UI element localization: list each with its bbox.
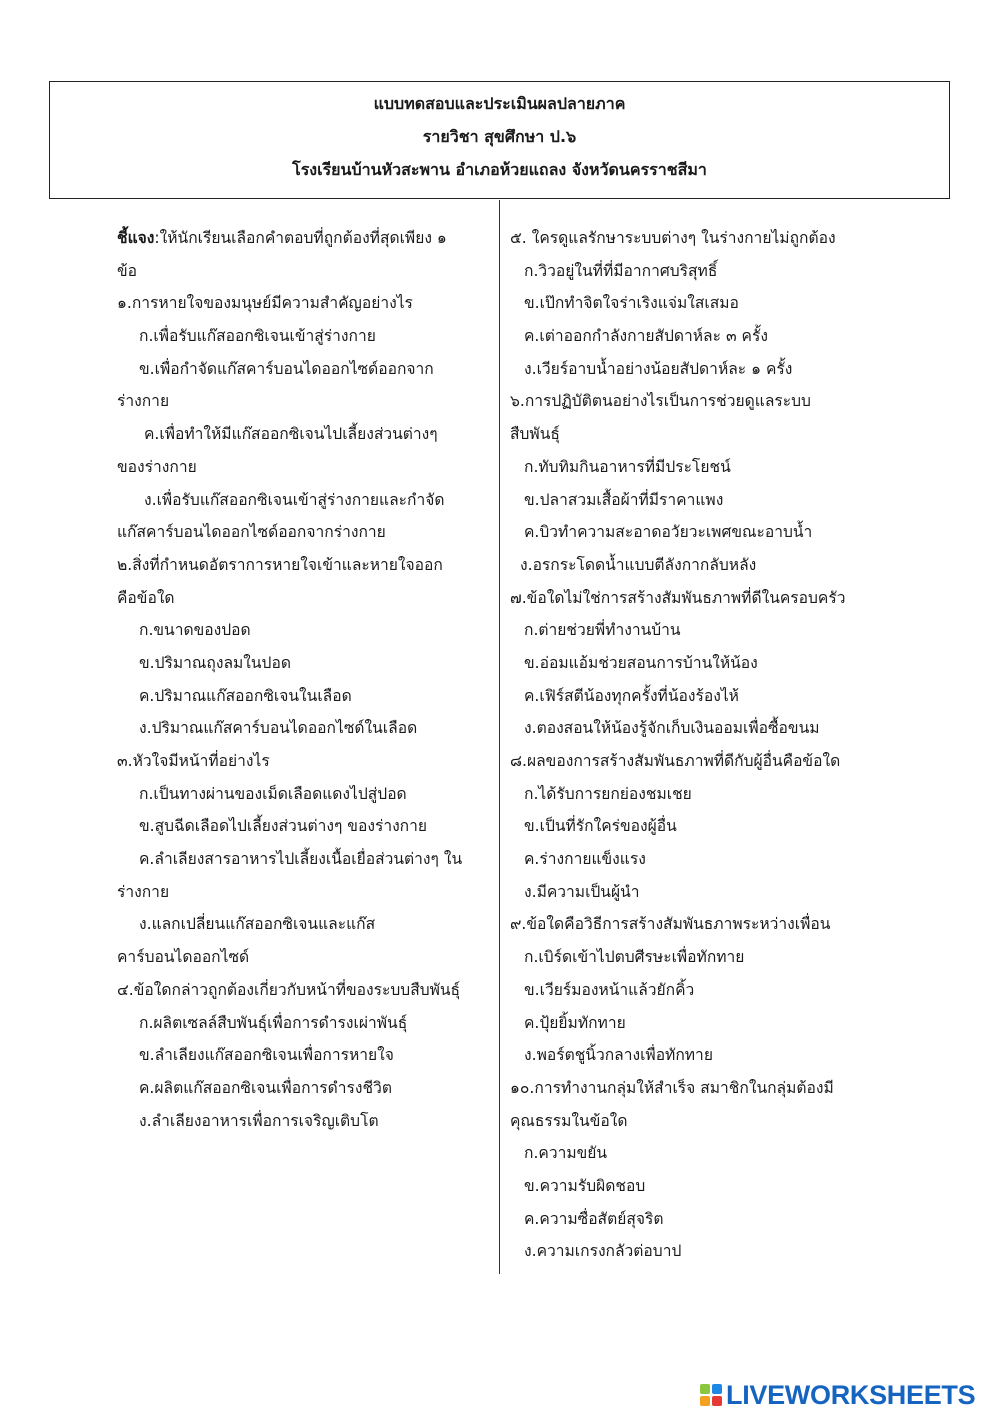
q1-choice-d-cont: แก๊สคาร์บอนไดออกไซด์ออกจากร่างกาย (117, 523, 386, 542)
q8-choice-a[interactable]: ก.ได้รับการยกย่องชมเชย (524, 784, 692, 803)
q6-choice-b[interactable]: ข.ปลาสวมเสื้อผ้าที่มีราคาแพง (524, 490, 724, 509)
column-divider (499, 200, 500, 1274)
question-10-cont: คุณธรรมในข้อใด (510, 1111, 628, 1130)
q2-choice-c[interactable]: ค.ปริมาณแก๊สออกซิเจนในเลือด (139, 686, 352, 705)
q7-choice-a[interactable]: ก.ต่ายช่วยพี่ทำงานบ้าน (524, 621, 681, 640)
question-6-cont: สืบพันธุ์ (510, 425, 560, 444)
question-6: ๖.การปฏิบัติตนอย่างไรเป็นการช่วยดูแลระบบ (510, 392, 811, 411)
liveworksheets-wordmark: LIVEWORKSHEETS (726, 1379, 976, 1410)
question-9: ๙.ข้อใดคือวิธีการสร้างสัมพันธภาพระหว่างเพื่อน (510, 915, 831, 934)
q7-choice-c[interactable]: ค.เฟิร์สตีน้องทุกครั้งที่น้องร้องไห้ (524, 686, 739, 705)
q6-choice-c[interactable]: ค.บิวทำความสะอาดอวัยวะเพศขณะอาบน้ำ (524, 523, 813, 542)
instruction-text: :ให้นักเรียนเลือกคำตอบที่ถูกต้องที่สุดเพียง ๑ (154, 229, 447, 247)
q4-choice-a[interactable]: ก.ผลิตเซลล์สืบพันธุ์เพื่อการดำรงเผ่าพันธุ์ (139, 1013, 408, 1032)
q1-choice-b-cont: ร่างกาย (117, 392, 170, 411)
q7-choice-d[interactable]: ง.ตองสอนให้น้องรู้จักเก็บเงินออมเพื่อซื้อขนม (524, 719, 820, 738)
q2-choice-b[interactable]: ข.ปริมาณถุงลมในปอด (139, 653, 291, 672)
q2-choice-a[interactable]: ก.ขนาดของปอด (139, 621, 251, 640)
q3-choice-d[interactable]: ง.แลกเปลี่ยนแก๊สออกซิเจนและแก๊ส (139, 915, 376, 934)
q8-choice-b[interactable]: ข.เป็นที่รักใคร่ของผู้อื่น (524, 817, 677, 836)
q5-choice-a[interactable]: ก.วิวอยู่ในที่ที่มีอากาศบริสุทธิ์ (524, 261, 718, 280)
q8-choice-c[interactable]: ค.ร่างกายแข็งแรง (524, 850, 646, 869)
q10-choice-b[interactable]: ข.ความรับผิดชอบ (524, 1176, 646, 1195)
instruction-line (117, 222, 492, 255)
q8-choice-d[interactable]: ง.มีความเป็นผู้นำ (524, 882, 640, 901)
q1-choice-b[interactable]: ข.เพื่อกำจัดแก๊สคาร์บอนไดออกไซด์ออกจาก (139, 359, 434, 378)
q3-choice-a[interactable]: ก.เป็นทางผ่านของเม็ดเลือดแดงไปสู่ปอด (139, 784, 407, 803)
q1-choice-d[interactable]: ง.เพื่อรับแก๊สออกซิเจนเข้าสู่ร่างกายและกำจัด (144, 490, 445, 509)
q4-choice-d[interactable]: ง.ลำเลียงอาหารเพื่อการเจริญเติบโต (139, 1111, 379, 1130)
subject-title: รายวิชา สุขศึกษา ป.๖ (422, 127, 577, 146)
q9-choice-a[interactable]: ก.เบิร์ดเข้าไปตบศีรษะเพื่อทักทาย (524, 948, 745, 967)
left-column (117, 222, 492, 1137)
q1-choice-c[interactable]: ค.เพื่อทำให้มีแก๊สออกซิเจนไปเลี้ยงส่วนต่างๆ (144, 425, 438, 444)
q9-choice-c[interactable]: ค.ปุ้ยยิ้มทักทาย (524, 1013, 626, 1032)
question-2: ๒.สิ่งที่กำหนดอัตราการหายใจเข้าและหายใจออก (117, 555, 443, 574)
question-4: ๔.ข้อใดกล่าวถูกต้องเกี่ยวกับหน้าที่ของระบบสืบพันธุ์ (117, 980, 461, 999)
q6-choice-a[interactable]: ก.ทับทิมกินอาหารที่มีประโยชน์ (524, 457, 731, 476)
q9-choice-d[interactable]: ง.พอร์ตชูนิ้วกลางเพื่อทักทาย (524, 1046, 713, 1065)
q7-choice-b[interactable]: ข.อ่อมแอ้มช่วยสอนการบ้านให้น้อง (524, 653, 758, 672)
question-2-cont: คือข้อใด (117, 588, 175, 607)
q5-choice-d[interactable]: ง.เวียร์อาบน้ำอย่างน้อยสัปดาห์ละ ๑ ครั้ง (524, 359, 793, 378)
q3-choice-d-cont: คาร์บอนไดออกไซด์ (117, 948, 250, 967)
q10-choice-d[interactable]: ง.ความเกรงกลัวต่อบาป (524, 1242, 682, 1261)
exam-title: แบบทดสอบและประเมินผลปลายภาค (373, 94, 626, 113)
question-7: ๗.ข้อใดไม่ใช่การสร้างสัมพันธภาพที่ดีในครอบครัว (510, 588, 846, 607)
q2-choice-d[interactable]: ง.ปริมาณแก๊สคาร์บอนไดออกไซด์ในเลือด (139, 719, 418, 738)
school-name: โรงเรียนบ้านหัวสะพาน อำเภอห้วยแถลง จังหวัดนครราชสีมา (292, 160, 707, 179)
q1-choice-a[interactable]: ก.เพื่อรับแก๊สออกซิเจนเข้าสู่ร่างกาย (139, 327, 376, 346)
liveworksheets-logo-icon (700, 1384, 722, 1406)
right-column (510, 222, 950, 1268)
q9-choice-b[interactable]: ข.เวียร์มองหน้าแล้วยักคิ้ว (524, 980, 695, 999)
q6-choice-d[interactable]: ง.อรกระโดดน้ำแบบตีลังกากลับหลัง (520, 555, 757, 574)
question-3: ๓.หัวใจมีหน้าที่อย่างไร (117, 752, 270, 770)
q5-choice-b[interactable]: ข.เป๊กทำจิตใจร่าเริงแจ่มใสเสมอ (524, 294, 739, 313)
q10-choice-a[interactable]: ก.ความขยัน (524, 1144, 608, 1163)
liveworksheets-watermark (700, 1377, 975, 1413)
q5-choice-c[interactable]: ค.เต่าออกกำลังกายสัปดาห์ละ ๓ ครั้ง (524, 327, 768, 346)
question-5: ๕. ใครดูแลรักษาระบบต่างๆ ในร่างกายไม่ถูกต้อง (510, 229, 836, 247)
instruction-label: ชี้แจง (117, 229, 155, 247)
instruction-line-cont: ข้อ (117, 261, 138, 280)
q4-choice-b[interactable]: ข.ลำเลียงแก๊สออกซิเจนเพื่อการหายใจ (139, 1046, 394, 1065)
q3-choice-c[interactable]: ค.ลำเลียงสารอาหารไปเลี้ยงเนื้อเยื่อส่วนต่างๆ ใน (139, 850, 463, 869)
question-1: ๑.การหายใจของมนุษย์มีความสำคัญอย่างไร (117, 294, 413, 313)
q3-choice-c-cont: ร่างกาย (117, 882, 170, 901)
q1-choice-c-cont: ของร่างกาย (117, 457, 197, 476)
question-10: ๑๐.การทำงานกลุ่มให้สำเร็จ สมาชิกในกลุ่มต้องมี (510, 1078, 834, 1097)
header-box (49, 81, 950, 199)
q4-choice-c[interactable]: ค.ผลิตแก๊สออกซิเจนเพื่อการดำรงชีวิต (139, 1078, 392, 1097)
q3-choice-b[interactable]: ข.สูบฉีดเลือดไปเลี้ยงส่วนต่างๆ ของร่างกาย (139, 817, 428, 836)
q10-choice-c[interactable]: ค.ความซื่อสัตย์สุจริต (524, 1209, 664, 1228)
question-8: ๘.ผลของการสร้างสัมพันธภาพที่ดีกับผู้อื่นคือข้อใด (510, 752, 841, 770)
